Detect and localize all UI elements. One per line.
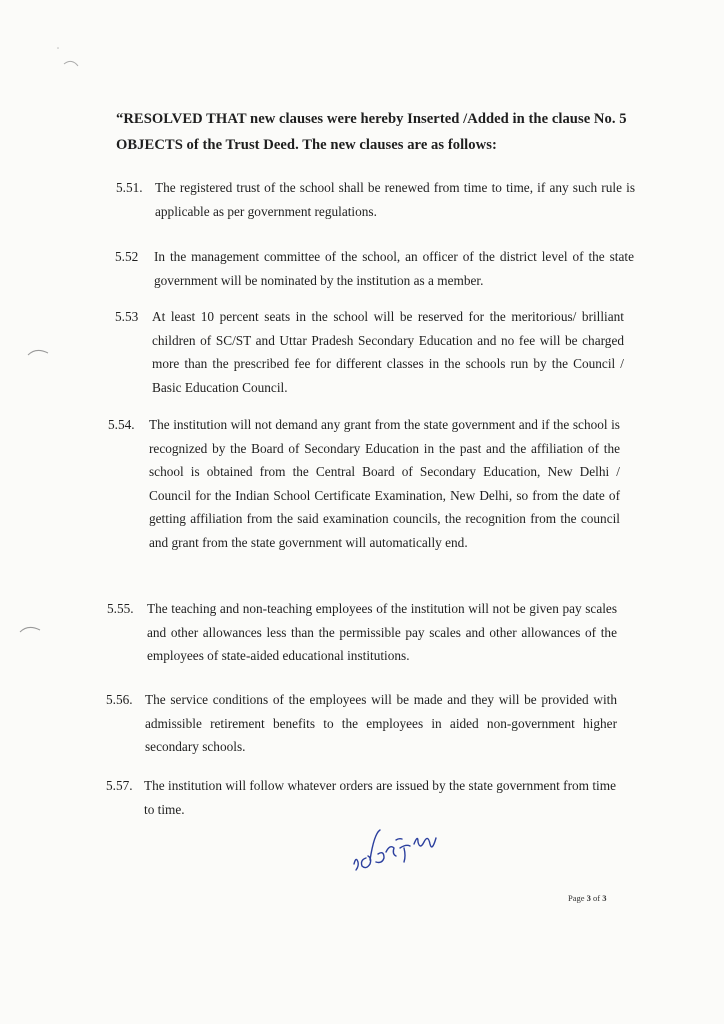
clause-text: The teaching and non-teaching employees of the institution will not be given pay scales and other allowances less than the permissible pay scales and other allowances of the employees of state-aided educational institutions. — [147, 601, 617, 663]
clause-number: 5.53 — [115, 309, 139, 324]
page-separator: of — [590, 893, 603, 903]
clause-text: At least 10 percent seats in the school will be reserved for the meritorious/ brilliant children of SC/ST and Uttar Pradesh Secondary Education and no fee will be charged more than the prescribed fee for different classes in the schools run by the Council / Basic Education Council. — [152, 309, 624, 395]
scan-mark-left-1 — [26, 345, 56, 359]
clause-text: The service conditions of the employees will be made and they will be provided with admissible retirement benefits to the employees in aided non-government higher secondary schools. — [145, 692, 617, 754]
page-prefix: Page — [568, 893, 587, 903]
clause-number: 5.56. — [106, 692, 133, 707]
clause-number: 5.52 — [115, 249, 139, 264]
clause-text: The institution will follow whatever orders are issued by the state government from time to time. — [144, 778, 616, 817]
clause-text: The registered trust of the school shall be renewed from time to time, if any such rule is applicable as per government regulations. — [155, 180, 635, 219]
clause-number: 5.51. — [116, 180, 143, 195]
resolution-heading: “RESOLVED THAT new clauses were hereby Inserted /Added in the clause No. 5 OBJECTS of the Trust Deed. The new clauses are as follows: — [116, 111, 627, 153]
clause-number: 5.55. — [107, 601, 134, 616]
clause-number: 5.54. — [108, 417, 135, 432]
scan-mark-top-left — [50, 40, 90, 80]
page-total: 3 — [602, 893, 607, 903]
scan-mark-left-2 — [18, 622, 48, 636]
page-number — [568, 893, 607, 903]
clause-number: 5.57. — [106, 778, 133, 793]
clause-text: The institution will not demand any grant from the state government and if the school is recognized by the Board of Secondary Education in the past and the affiliation of the school is obtained from the Central Board of Secondary Education, New Delhi / Council for the Indian School Certificate Examination, New Delhi, so from the date of getting affiliation from the said examination councils, the recognition from the council and grant from the state government will automatically end. — [149, 417, 620, 550]
handwritten-signature — [348, 818, 488, 878]
clause-text: In the management committee of the school, an officer of the district level of the state government will be nominated by the institution as a member. — [154, 249, 634, 288]
page-current: 3 — [586, 893, 591, 903]
